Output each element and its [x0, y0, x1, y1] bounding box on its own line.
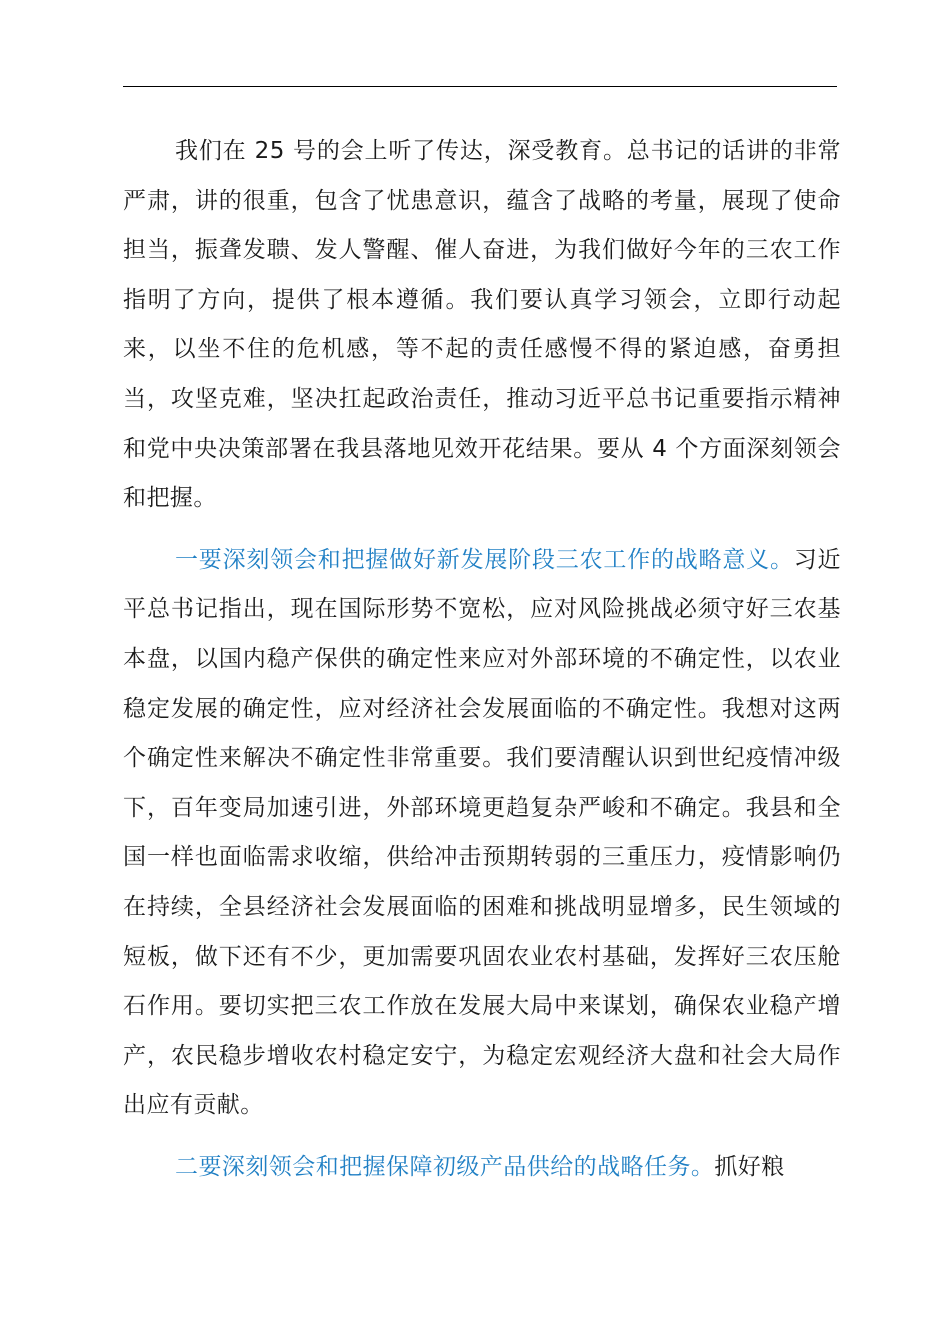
paragraph-text: 习近平总书记指出，现在国际形势不宽松，应对风险挑战必须守好三农基本盘，以国内稳产保供的确定性来应对外部环境的不确定性，以农业稳定发展的确定性，应对经济社会发展面临的不确定性。我想对这两个确定性来解决不确定性非常重要。我们要清醒认识到世纪疫情冲级下，百年变局加速引进，外部环境更趋复杂严峻和不确定。我县和全国一样也面临需求收缩，供给冲击预期转弱的三重压力，疫情影响仍在持续，全县经济社会发展面临的困难和挑战明显增多，民生领域的短板，做下还有不少，更加需要巩固农业农村基础，发挥好三农压舱石作用。要切实把三农工作放在发展大局中来谋划，确保农业稳产增产，农民稳步增收农村稳定安宁，为稳定宏观经济大盘和社会大局作出应有贡献。 [123, 546, 841, 1119]
paragraph-text: 我们在 25 号的会上听了传达，深受教育。总书记的话讲的非常严肃，讲的很重，包含了忧患意识，蕴含了战略的考量，展现了使命担当，振聋发聩、发人警醒、催人奋进，为我们做好今年的三农工作指明了方向，提供了根本遵循。我们要认真学习领会，立即行动起来，以坐不住的危机感，等不起的责任感慢不得的紧迫感，奋勇担当，攻坚克难，坚决扛起政治责任，推动习近平总书记重要指示精神和党中央决策部署在我县落地见效开花结果。要从 4 个方面深刻领会和把握。 [123, 138, 841, 512]
header-rule [123, 86, 837, 87]
paragraph-intro [123, 127, 841, 524]
paragraph-text: 抓好粮 [714, 1153, 785, 1180]
paragraph-point-one [123, 536, 841, 1131]
paragraph-heading: 二要深刻领会和把握保障初级产品供给的战略任务。 [175, 1153, 715, 1180]
paragraph-heading: 一要深刻领会和把握做好新发展阶段三农工作的战略意义。 [175, 546, 794, 573]
paragraph-point-two [123, 1143, 841, 1193]
document-body [123, 127, 841, 1192]
